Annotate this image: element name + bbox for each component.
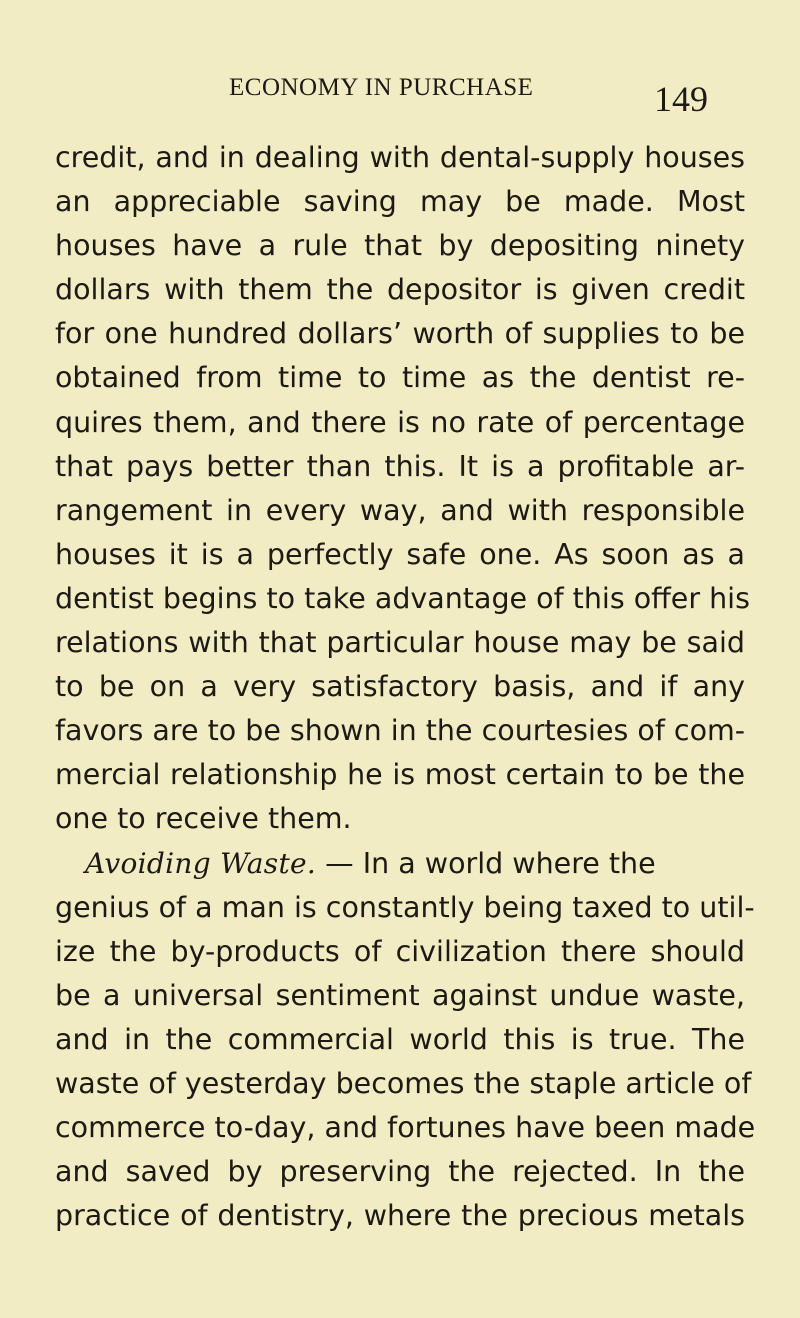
text-line: dentist begins to take advantage of this offer his	[55, 581, 750, 615]
text-line: for one hundred dollars’ worth of supplies to be	[55, 317, 745, 351]
running-head-title: ECONOMY IN PURCHASE	[229, 74, 534, 101]
page-number: 149	[654, 79, 708, 119]
text-line: to be on a very satisfactory basis, and if any	[55, 670, 745, 704]
paragraph-economy-credit	[55, 136, 750, 842]
text-line: that pays better than this. It is a profitable ar-	[55, 449, 745, 483]
text-line: be a universal sentiment against undue waste,	[55, 978, 745, 1012]
text-line: ize the by-products of civilization there should	[55, 934, 745, 968]
section-heading-avoiding-waste: Avoiding Waste.	[85, 846, 317, 880]
text-line: commerce to-day, and fortunes have been made	[55, 1111, 756, 1145]
text-line: favors are to be shown in the courtesies of com-	[55, 714, 746, 748]
text-line: quires them, and there is no rate of percentage	[55, 405, 745, 439]
text-line: dollars with them the depositor is given credit	[55, 273, 745, 307]
text-line: practice of dentistry, where the precious metals	[55, 1199, 745, 1233]
text-line: houses have a rule that by depositing ninety	[55, 229, 745, 263]
text-line: and in the commercial world this is true. The	[55, 1022, 745, 1056]
running-head	[0, 74, 800, 119]
text-line: one to receive them.	[55, 802, 352, 836]
text-line: mercial relationship he is most certain to be the	[55, 758, 745, 792]
text-line-remainder: — In a world where the	[316, 846, 656, 880]
text-line: rangement in every way, and with responsible	[55, 493, 745, 527]
text-line: and saved by preserving the rejected. In the	[55, 1155, 745, 1189]
text-line: waste of yesterday becomes the staple article of	[55, 1066, 752, 1100]
text-line: an appreciable saving may be made. Most	[55, 185, 745, 219]
text-line: obtained from time to time as the dentist re-	[55, 361, 745, 395]
text-line: credit, and in dealing with dental-supply houses	[55, 141, 745, 174]
text-line: genius of a man is constantly being taxed to util-	[55, 890, 755, 924]
text-line: houses it is a perfectly safe one. As soon as a	[55, 537, 745, 571]
body-text	[55, 136, 756, 1238]
text-line-with-heading	[55, 842, 745, 886]
paragraph-avoiding-waste	[55, 842, 756, 1239]
text-line: relations with that particular house may be said	[55, 626, 745, 660]
